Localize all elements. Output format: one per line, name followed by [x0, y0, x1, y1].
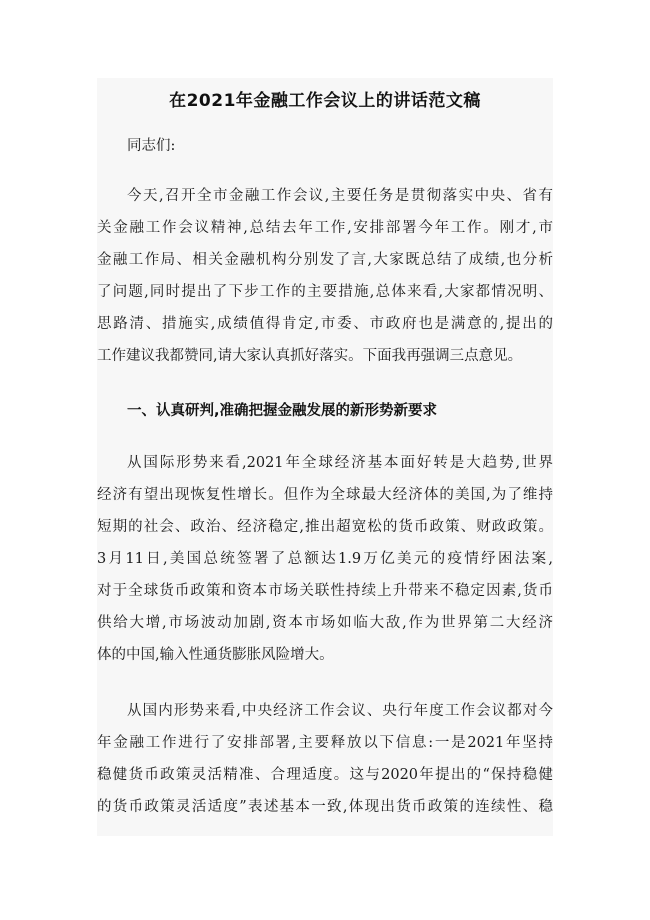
paragraph-line: 关金融工作会议精神,总结去年工作,安排部署今年工作。刚才,市 [97, 220, 553, 236]
salutation: 同志们: [127, 138, 176, 154]
paragraph-line: 供给大增,市场波动加剧,资本市场如临大敌,作为世界第二大经济 [97, 615, 553, 631]
paragraph-line: 今天,召开全市金融工作会议,主要任务是贯彻落实中央、省有 [127, 188, 553, 204]
paragraph-line: 稳健货币政策灵活精准、合理适度。这与2020年提出的“保持稳健 [97, 767, 553, 783]
paragraph-line: 对于全球货币政策和资本市场关联性持续上升带来不稳定因素,货币 [97, 583, 553, 599]
paragraph-line: 从国际形势来看,2021年全球经济基本面好转是大趋势,世界 [127, 455, 553, 471]
paragraph-line: 工作建议我都赞同,请大家认真抓好落实。下面我再强调三点意见。 [97, 348, 523, 364]
paragraph-line: 了问题,同时提出了下步工作的主要措施,总体来看,大家都情况明、 [97, 284, 553, 300]
paragraph-line: 从国内形势来看,中央经济工作会议、央行年度工作会议都对今 [127, 703, 553, 719]
paragraph-line: 短期的社会、政治、经济稳定,推出超宽松的货币政策、财政政策。 [97, 519, 553, 535]
document-page [97, 78, 553, 836]
paragraph-line: 3月11日,美国总统签署了总额达1.9万亿美元的疫情纾困法案, [97, 551, 553, 567]
paragraph-line: 年金融工作进行了安排部署,主要释放以下信息:一是2021年坚持 [97, 735, 553, 751]
paragraph-line: 思路清、措施实,成绩值得肯定,市委、市政府也是满意的,提出的 [97, 316, 553, 332]
paragraph-line: 的货币政策灵活适度”表述基本一致,体现出货币政策的连续性、稳 [97, 799, 553, 815]
document-title: 在2021年金融工作会议上的讲话范文稿 [169, 91, 481, 111]
section-heading: 一、认真研判,准确把握金融发展的新形势新要求 [127, 403, 438, 419]
paragraph-line: 经济有望出现恢复性增长。但作为全球最大经济体的美国,为了维持 [97, 487, 553, 503]
paragraph-line: 体的中国,输入性通货膨胀风险增大。 [97, 647, 334, 663]
paragraph-line: 金融工作局、相关金融机构分别发了言,大家既总结了成绩,也分析 [97, 252, 553, 268]
